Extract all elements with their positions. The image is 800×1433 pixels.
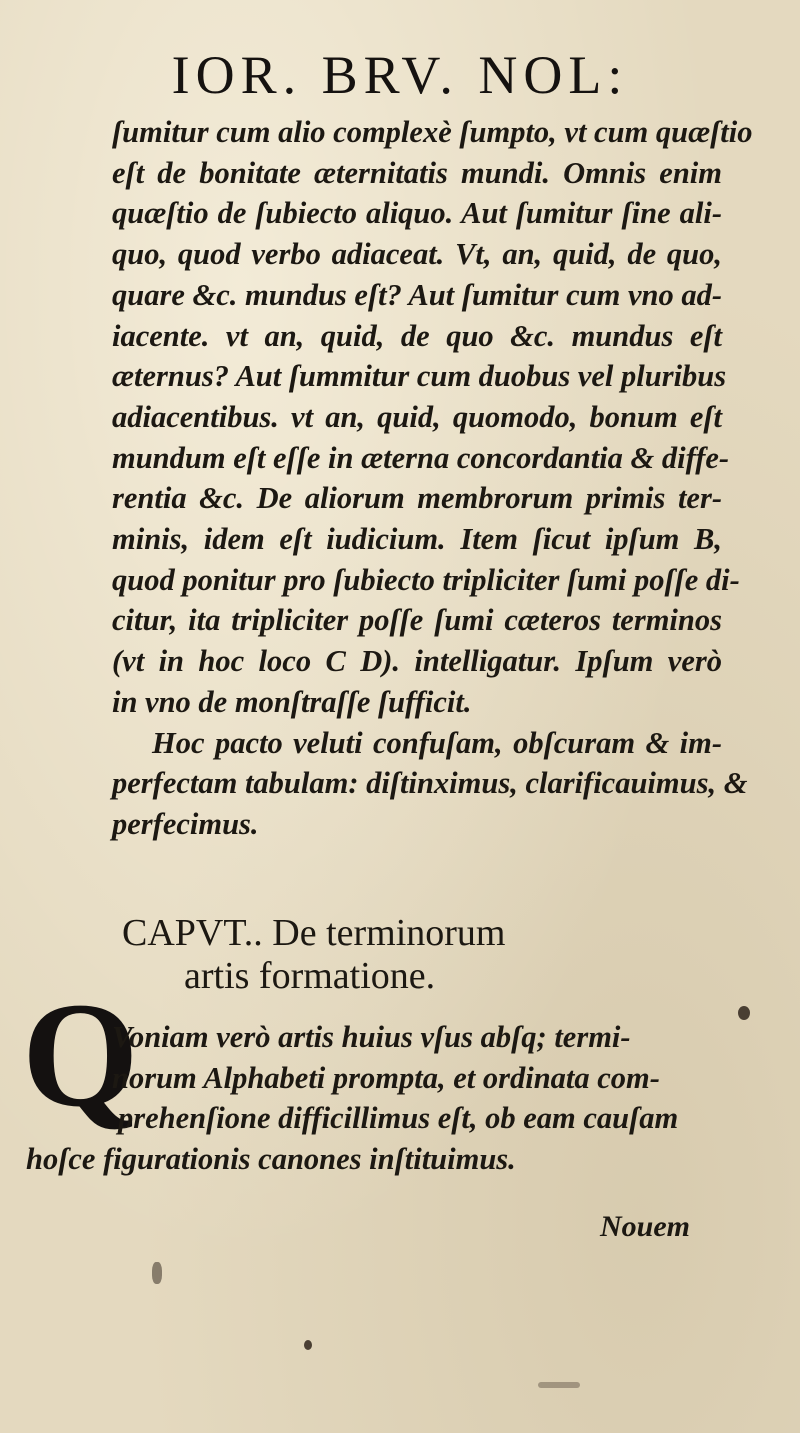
chapter-heading-line: CAPVT.. De terminorum xyxy=(122,912,506,954)
text-line: quod ponitur pro ſubiecto tripliciter ſumi poſſe di- xyxy=(112,562,740,597)
text-line: hoſce figurationis canones inſtituimus. xyxy=(26,1141,516,1176)
text-line: Hoc pacto veluti confuſam, obſcuram & im- xyxy=(152,725,722,760)
chapter-heading xyxy=(122,912,722,998)
running-head: IOR. BRV. NOL: xyxy=(171,45,629,105)
dropcap-paragraph xyxy=(26,1017,722,1179)
body-paragraph xyxy=(112,112,753,845)
ink-smudge xyxy=(538,1382,580,1388)
text-line: eſt de bonitate æternitatis mundi. Omnis enim xyxy=(112,155,722,190)
text-line: quo, quod verbo adiaceat. Vt, an, quid, de quo, xyxy=(112,237,722,272)
text-line: mundum eſt eſſe in æterna concordantia & diffe- xyxy=(112,440,730,475)
text-line: citur, ita tripliciter poſſe ſumi cæteros terminos xyxy=(112,603,722,638)
text-line: norum Alphabeti prompta, et ordinata com- xyxy=(112,1060,660,1095)
drop-cap: Q xyxy=(22,972,139,1138)
text-line: adiacentibus. vt an, quid, quomodo, bonum eſt xyxy=(112,399,722,434)
text-line: minis, idem eſt iudicium. Item ſicut ipſum B, xyxy=(112,522,722,557)
text-line: Voniam verò artis huius vſus abſq; termi- xyxy=(112,1020,631,1054)
text-line: rentia &c. De aliorum membrorum primis ter- xyxy=(112,481,722,516)
ink-blot xyxy=(738,1006,750,1020)
ink-blot xyxy=(152,1262,162,1284)
catchword: Nouem xyxy=(600,1210,690,1243)
text-line: perfectam tabulam: diſtinximus, clarificauimus, & xyxy=(112,766,748,801)
text-line: perfecimus. xyxy=(112,806,259,841)
text-line: prehenſione difficillimus eſt, ob eam cauſam xyxy=(118,1101,679,1135)
text-line: iacente. vt an, quid, de quo &c. mundus eſt xyxy=(112,318,722,353)
text-line: quare &c. mundus eſt? Aut ſumitur cum vno ad- xyxy=(112,277,722,312)
text-line: in vno de monſtraſſe ſufficit. xyxy=(112,684,472,719)
text-line: quæſtio de ſubiecto aliquo. Aut ſumitur ſine ali- xyxy=(112,196,722,231)
text-line: ſumitur cum alio complexè ſumpto, vt cum quæſtio xyxy=(112,115,753,149)
chapter-heading-line: artis formatione. xyxy=(184,955,436,997)
ink-blot xyxy=(304,1340,312,1350)
text-line: (vt in hoc loco C D). intelligatur. Ipſum verò xyxy=(112,644,722,679)
text-line: æternus? Aut ſummitur cum duobus vel pluribus xyxy=(112,359,727,394)
